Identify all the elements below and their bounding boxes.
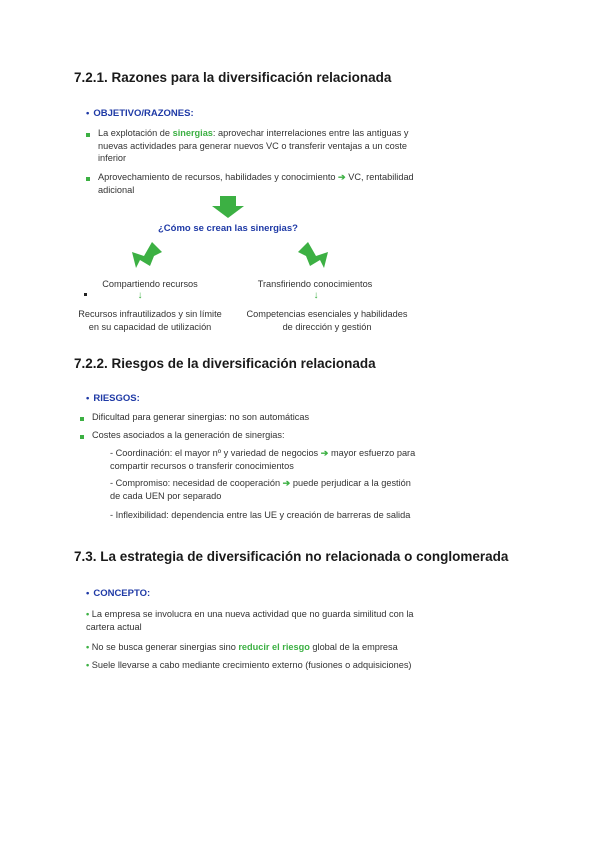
bullet-dot-icon: • [86, 588, 90, 599]
bullet-line: nuevas actividades para generar nuevos VC o transferir ventajas a un coste [98, 140, 407, 151]
concepto-label-text: CONCEPTO: [93, 588, 151, 599]
riesgos-label [86, 393, 140, 404]
text-line: en su capacidad de utilización [88, 321, 212, 332]
concepto-label [86, 588, 150, 599]
stray-dot [84, 293, 87, 296]
text-line: Competencias esenciales y habilidades [246, 309, 408, 319]
objetivo-label [86, 108, 194, 119]
green-dot-icon: • [86, 642, 90, 652]
text-line: de dirección y gestión [282, 321, 372, 332]
sub-inflexibilidad: - Inflexibilidad: dependencia entre las UE y creación de barreras de salida [110, 510, 411, 520]
recursos-infrautilizados [60, 308, 240, 333]
text-line: Recursos infrautilizados y sin límite [78, 309, 222, 319]
bullet-dot-icon: • [86, 108, 90, 119]
bullet-line: Aprovechamiento de recursos, habilidades y conocimiento ➔ VC, rentabilidad [98, 172, 414, 182]
green-dot-icon: • [86, 660, 90, 670]
right-arrow-icon: ➔ [282, 478, 291, 488]
sub-coordinacion [110, 447, 450, 472]
bullet-line: inferior [98, 153, 127, 164]
text-line: de cada UEN por separado [110, 490, 222, 501]
down-arrow-icon: ↓ [313, 290, 319, 301]
text-line: • La empresa se involucra en una nueva actividad que no guarda similitud con la [86, 609, 414, 619]
competencias-esenciales [232, 308, 422, 333]
riesgos-label-text: RIESGOS: [93, 393, 140, 404]
text-line: - Compromiso: necesidad de cooperación ➔ puede perjudicar a la gestión [110, 478, 411, 488]
bullet-aprovechamiento [98, 171, 438, 196]
bullet-dificultad: Dificultad para generar sinergias: no son automáticas [92, 412, 310, 422]
section-heading-7-3: 7.3. La estrategia de diversificación no relacionada o conglomerada [74, 549, 509, 564]
green-bullet-icon [80, 417, 84, 421]
big-down-arrow-icon [212, 196, 244, 218]
text-line: - Coordinación: el mayor nº y variedad de negocios ➔ mayor esfuerzo para [110, 448, 416, 458]
down-left-arrow-icon [132, 238, 172, 274]
highlight-sinergias: sinergias [172, 128, 213, 138]
compartiendo-recursos: Compartiendo recursos [102, 279, 198, 289]
transfiriendo-conocimientos: Transfiriendo conocimientos [257, 279, 373, 289]
bullet-sinergias [98, 127, 438, 165]
bullet-line: La explotación de sinergias: aprovechar interrelaciones entre las antiguas y [98, 128, 409, 138]
down-right-arrow-icon [288, 238, 328, 274]
objetivo-label-text: OBJETIVO/RAZONES: [93, 108, 194, 119]
concepto-bullet-2: • No se busca generar sinergias sino reducir el riesgo global de la empresa [86, 642, 398, 652]
right-arrow-icon: ➔ [320, 448, 329, 458]
green-bullet-icon [86, 177, 90, 181]
concepto-bullet-1 [86, 608, 466, 633]
section-heading-7-2-1: 7.2.1. Razones para la diversificación relacionada [74, 70, 392, 85]
sinergias-question: ¿Cómo se crean las sinergias? [158, 223, 298, 234]
sub-compromiso [110, 477, 450, 502]
text-line: cartera actual [86, 621, 142, 632]
green-bullet-icon [86, 133, 90, 137]
down-arrow-icon: ↓ [137, 290, 143, 301]
right-arrow-icon: ➔ [338, 172, 346, 182]
text-line: compartir recursos o transferir conocimientos [110, 460, 294, 471]
green-dot-icon: • [86, 609, 90, 619]
green-bullet-icon [80, 435, 84, 439]
bullet-line: adicional [98, 184, 135, 195]
concepto-bullet-3: • Suele llevarse a cabo mediante crecimiento externo (fusiones o adquisiciones) [86, 660, 412, 670]
bullet-dot-icon: • [86, 393, 90, 404]
section-heading-7-2-2: 7.2.2. Riesgos de la diversificación relacionada [74, 356, 376, 371]
bullet-costes: Costes asociados a la generación de sinergias: [92, 430, 285, 440]
highlight-reducir-riesgo: reducir el riesgo [238, 642, 310, 652]
